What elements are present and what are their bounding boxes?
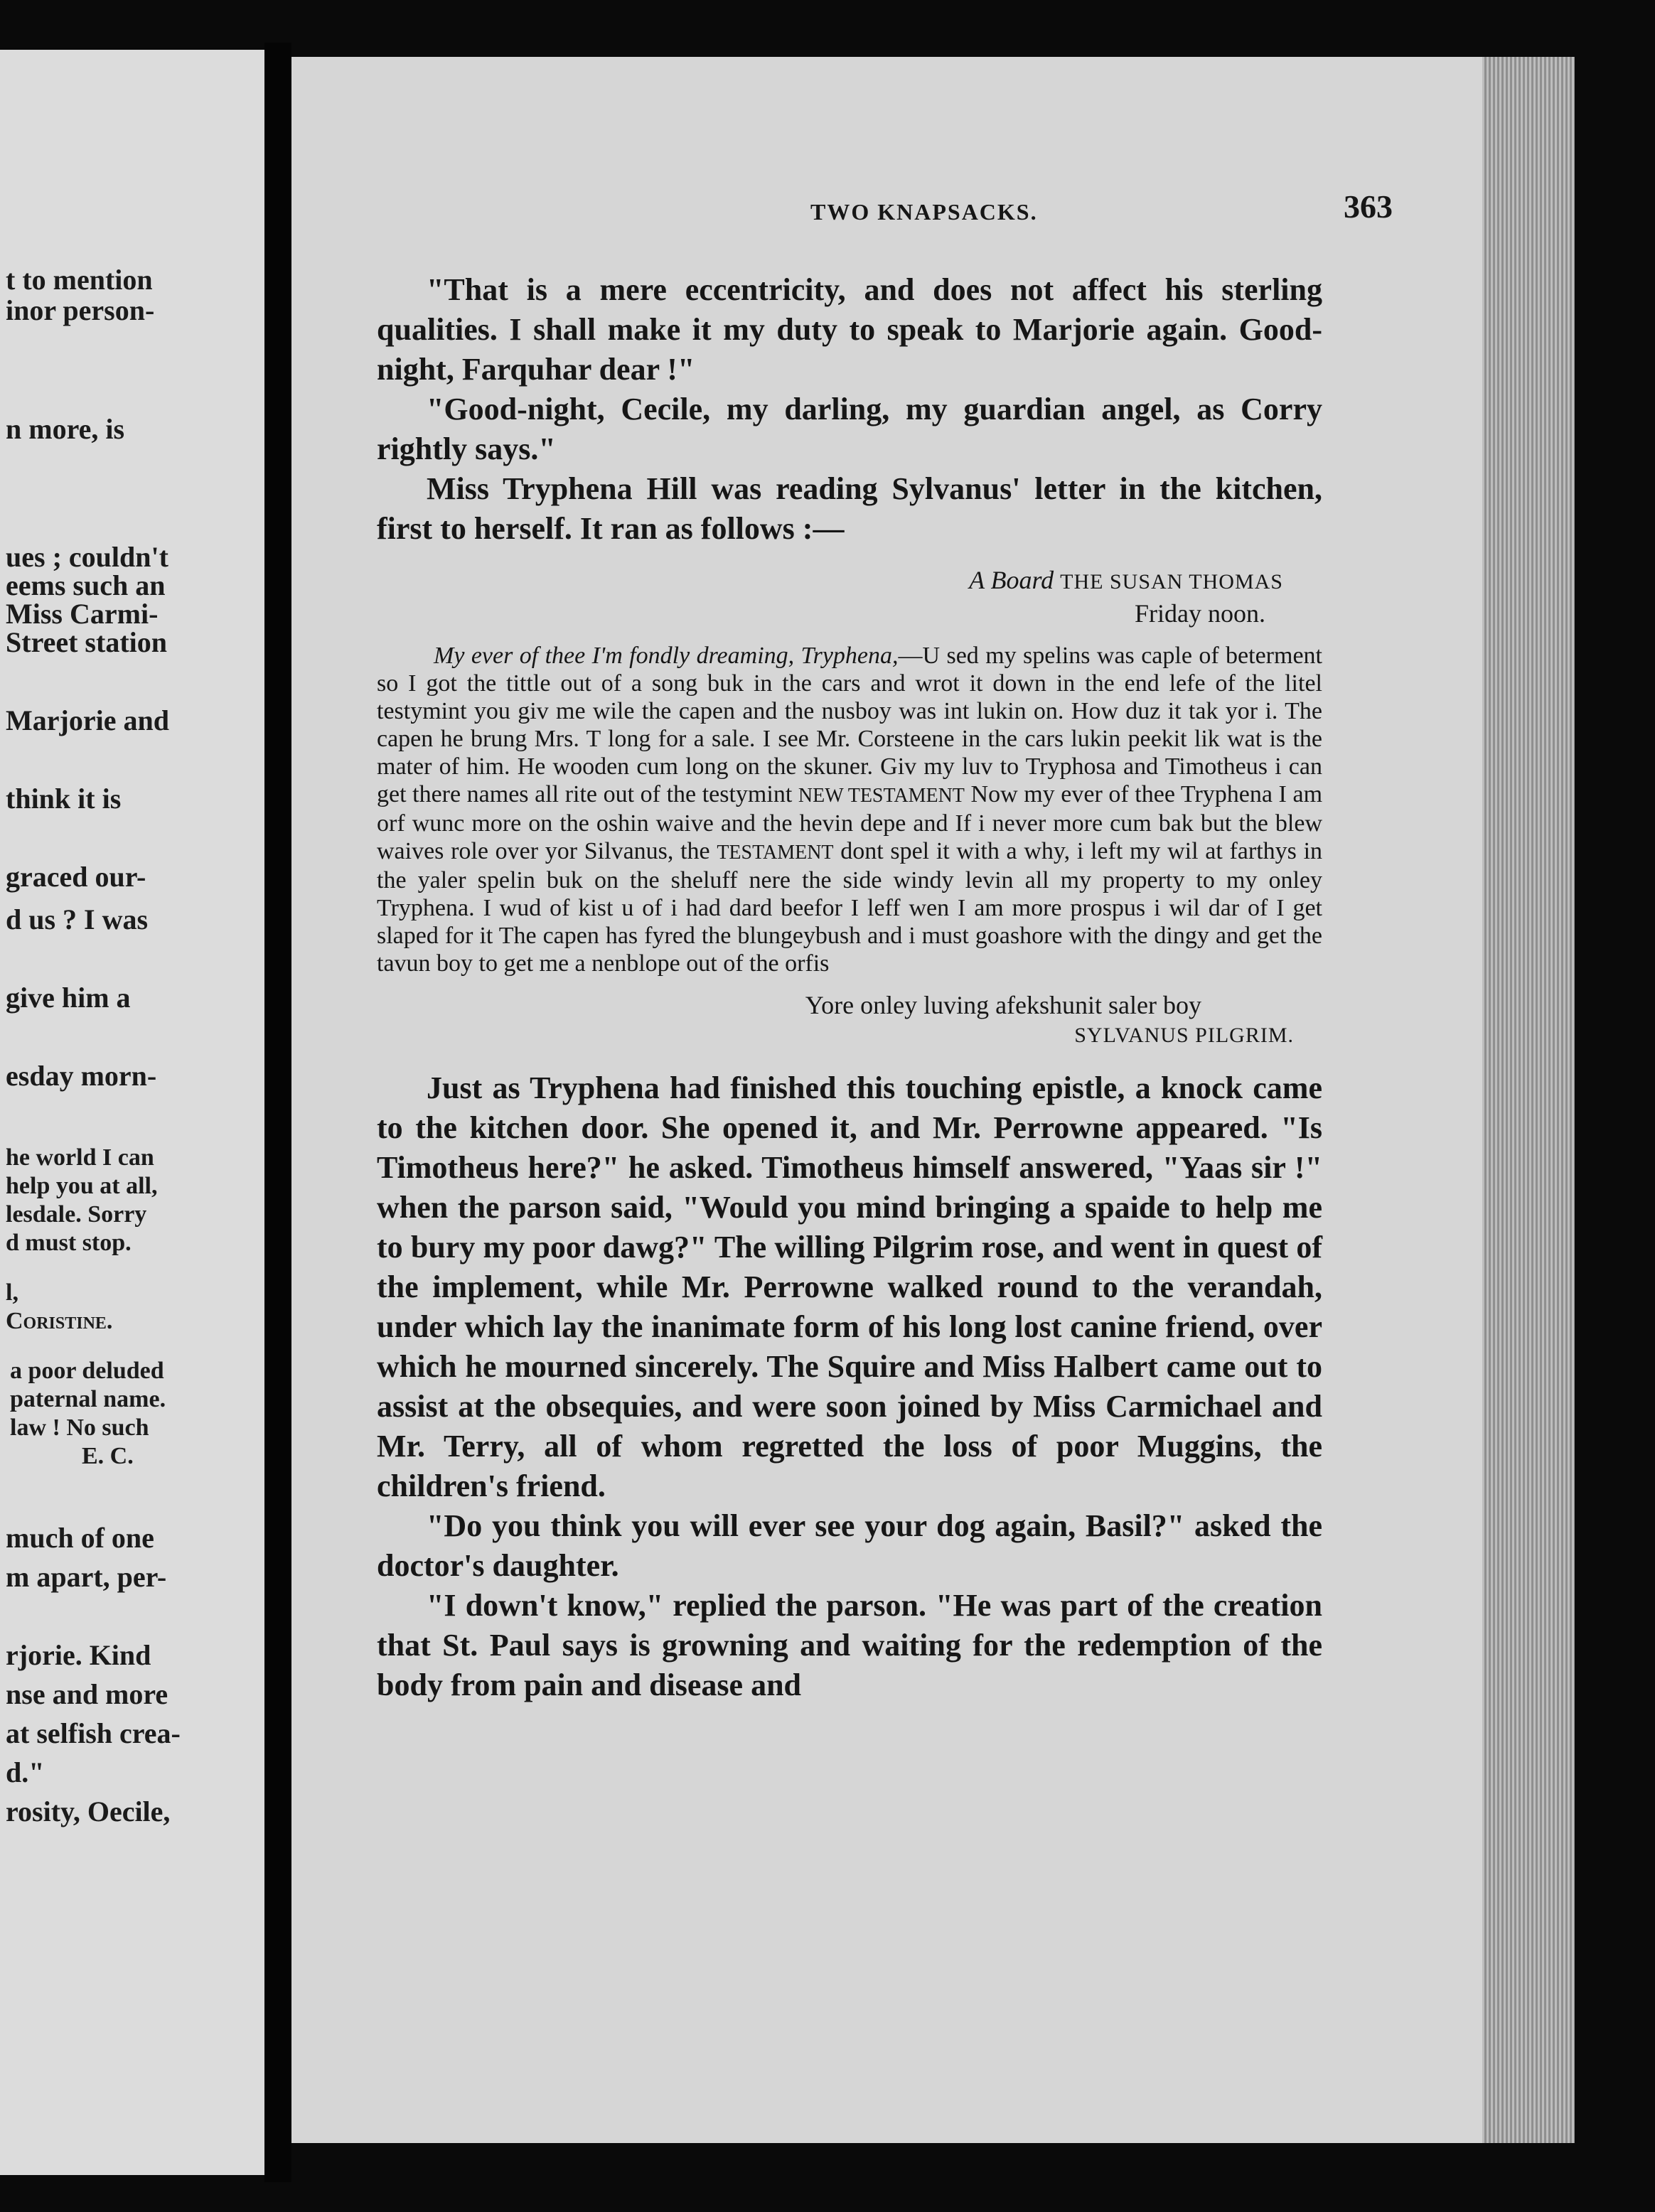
left-page-line: think it is [6,783,122,815]
left-page-line: graced our- [6,861,146,893]
letter-heading [377,564,1322,598]
page-body [377,270,1322,1705]
letter-text: dont spel it with a why, i left my wil at farthys in the yaler spelin buk on the sheluff nere the side windy levin all my property to my onley Tryphena. I wud of kist u of i had dard beefor I leff wen I am more prospus i wil dar of I get slaped for it The capen has fyred the blungeybush and i must goashore with the dingy and get the tavun boy to get me a nenblope out of the orfis [377,838,1323,977]
left-page-line: law ! No such [10,1414,149,1441]
left-page-line: much of one [6,1522,154,1554]
left-page-line: ues ; couldn't [6,541,168,573]
left-page-line: help you at all, [6,1173,158,1199]
paragraph: Miss Tryphena Hill was reading Sylvanus' letter in the kitchen, first to herself. It ran as follows :— [377,471,1322,546]
left-page-line: Street station [6,626,167,658]
left-page-line: give him a [6,982,131,1014]
page-number: 363 [1344,188,1393,225]
paragraph: "Good-night, Cecile, my darling, my guardian angel, as Corry rightly says." [377,392,1322,466]
left-page-line: E. C. [82,1443,134,1469]
left-page-line: d must stop. [6,1230,132,1256]
letter-signature: SYLVANUS PILGRIM. [1074,1024,1294,1047]
running-head: TWO KNAPSACKS. [810,199,1038,225]
left-page-line: at selfish crea- [6,1717,181,1749]
left-page-line: Miss Carmi- [6,598,159,630]
letter-small-caps: NEW TESTAMENT [798,785,965,807]
left-page-line: esday morn- [6,1060,157,1092]
letter-body [377,642,1322,977]
paragraph: "Do you think you will ever see your dog again, Basil?" asked the doctor's daughter. [377,1508,1322,1583]
paragraph: "I down't know," replied the parson. "He was part of the creation that St. Paul says is growning and waiting for the redemption of the body from pain and disease and [377,1588,1322,1702]
page-edges [1482,57,1575,2143]
letter-text: —U sed my spelins was caple of beterment so I got the tittle out of a song buk in the cars and wrot it down in the end lefe of the litel testymint you giv me wile the capen and the nusboy was int lukin on. How duz it tak yor i. The capen he brung Mrs. T long for a sale. I see Mr. Corsteene in the cars lukin peekit lik wat is the mater of him. He wooden cum long on the skuner. Giv my luv to Tryphosa and Timotheus i can get there names all rite out of the testymint [377,643,1322,807]
left-page-line: eems such an [6,569,166,601]
previous-page [0,50,264,2175]
left-page-line: he world I can [6,1144,154,1171]
left-page-line: d us ? I was [6,903,149,935]
ship-name: THE SUSAN THOMAS [1060,570,1283,594]
letter-heading-prefix: A Board [969,566,1054,594]
left-page-line: d." [6,1756,45,1788]
letter-salutation: My ever of thee I'm fondly dreaming, Tryphena, [434,643,899,669]
left-page-line: t to mention [6,264,153,296]
left-page-line: inor person- [6,294,155,326]
left-page-line: nse and more [6,1678,168,1710]
book-gutter [264,43,291,2182]
left-page-line: a poor deluded [10,1358,164,1384]
letter-small-caps: TESTAMENT [717,842,834,864]
letter [377,564,1322,1050]
left-page-line: rjorie. Kind [6,1639,151,1671]
left-page-line: Coristine. [6,1308,113,1334]
paragraph: Just as Tryphena had finished this touching epistle, a knock came to the kitchen door. She opened it, and Mr. Perrowne appeared. "Is Timotheus here?" he asked. Timotheus himself answered, "Yaas sir !" when the parson said, "Would you mind bringing a spaide to help me to bury my poor dawg?" The willing Pilgrim rose, and went in quest of the implement, while Mr. Perrowne walked round to the verandah, under which lay the inanimate form of his long lost canine friend, over which he mourned sincerely. The Squire and Miss Halbert came out to assist at the obsequies, and were soon joined by Miss Carmichael and Mr. Terry, all of whom regretted the loss of poor Muggins, the children's friend. [377,1070,1322,1503]
paragraph: "That is a mere eccentricity, and does not affect his sterling qualities. I shall make it my duty to speak to Marjorie again. Good-night, Farquhar dear !" [377,272,1322,387]
left-page-line: n more, is [6,413,125,445]
left-page-line: m apart, per- [6,1561,167,1593]
left-page-line: lesdale. Sorry [6,1201,147,1228]
letter-closing: Yore onley luving afekshunit saler boy [805,991,1201,1019]
letter-text: Now my ever of thee Tryphena I am orf wunc more on the oshin waive and the hevin depe and If i never more cum bak but the blew waives role over yor Silvanus, the [377,781,1323,864]
left-page-line: l, [6,1279,18,1306]
left-page-line: Marjorie and [6,704,169,736]
letter-time: Friday noon. [1135,599,1265,628]
left-page-line: rosity, Oecile, [6,1795,171,1827]
book-page [291,57,1511,2143]
left-page-line: paternal name. [10,1386,166,1412]
